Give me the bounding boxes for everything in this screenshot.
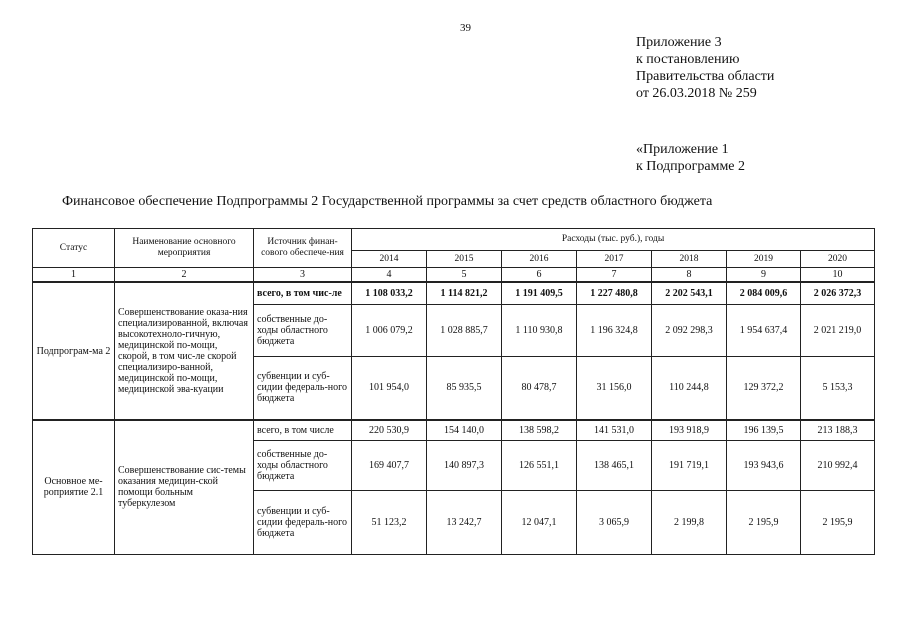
header-source: Источник финан-сового обеспече-ния: [254, 229, 352, 268]
value-cell: 2 195,9: [801, 490, 875, 554]
value-cell: 110 244,8: [652, 356, 727, 420]
value-cell: 2 199,8: [652, 490, 727, 554]
value-cell: 129 372,2: [727, 356, 801, 420]
appendix-line: от 26.03.2018 № 259: [636, 86, 757, 101]
value-cell: 80 478,7: [502, 356, 577, 420]
value-cell: 2 202 543,1: [652, 282, 727, 304]
value-cell: 101 954,0: [352, 356, 427, 420]
index-cell: 5: [427, 268, 502, 283]
header-year: 2019: [727, 251, 801, 268]
source-cell: всего, в том чис-ле: [254, 282, 352, 304]
index-row: [33, 268, 875, 283]
appendix-header: [636, 34, 774, 102]
header-year: 2015: [427, 251, 502, 268]
value-cell: 196 139,5: [727, 420, 801, 440]
value-cell: 2 021 219,0: [801, 304, 875, 356]
value-cell: 191 719,1: [652, 440, 727, 490]
header-name: Наименование основного мероприятия: [115, 229, 254, 268]
value-cell: 1 196 324,8: [577, 304, 652, 356]
header-expenses: Расходы (тыс. руб.), годы: [352, 229, 875, 251]
appendix-line: к постановлению: [636, 52, 740, 67]
header-year: 2018: [652, 251, 727, 268]
value-cell: 1 227 480,8: [577, 282, 652, 304]
value-cell: 210 992,4: [801, 440, 875, 490]
status-cell: Основное ме-роприятие 2.1: [33, 420, 115, 554]
value-cell: 169 407,7: [352, 440, 427, 490]
value-cell: 31 156,0: [577, 356, 652, 420]
value-cell: 2 195,9: [727, 490, 801, 554]
appendix-line: «Приложение 1: [636, 142, 729, 157]
index-cell: 8: [652, 268, 727, 283]
value-cell: 1 114 821,2: [427, 282, 502, 304]
table-row: [33, 282, 875, 304]
header-year: 2017: [577, 251, 652, 268]
index-cell: 10: [801, 268, 875, 283]
value-cell: 5 153,3: [801, 356, 875, 420]
value-cell: 140 897,3: [427, 440, 502, 490]
source-cell: субвенции и суб-сидии федераль-ного бюджета: [254, 356, 352, 420]
value-cell: 220 530,9: [352, 420, 427, 440]
value-cell: 126 551,1: [502, 440, 577, 490]
source-cell: субвенции и суб-сидии федераль-ного бюджета: [254, 490, 352, 554]
value-cell: 193 918,9: [652, 420, 727, 440]
value-cell: 1 110 930,8: [502, 304, 577, 356]
value-cell: 3 065,9: [577, 490, 652, 554]
header-year: 2014: [352, 251, 427, 268]
index-cell: 9: [727, 268, 801, 283]
value-cell: 141 531,0: [577, 420, 652, 440]
appendix-line: к Подпрограмме 2: [636, 159, 746, 174]
event-name-cell: Совершенствование сис-темы оказания медицин-ской помощи больным туберкулезом: [115, 420, 254, 554]
sub-appendix-header: [636, 141, 745, 175]
page-number: 39: [460, 22, 471, 34]
value-cell: 2 026 372,3: [801, 282, 875, 304]
value-cell: 213 188,3: [801, 420, 875, 440]
event-name-cell: Совершенствование оказа-ния специализированной, включая высокотехноло-гичную, медицинской по-мощи, скорой, в том чис-ле скорой специализиро-ванной, медицинской по-мощи, медицинской эва-куации: [115, 282, 254, 420]
value-cell: 138 465,1: [577, 440, 652, 490]
source-cell: собственные до-ходы областного бюджета: [254, 440, 352, 490]
document-title: Финансовое обеспечение Подпрограммы 2 Государственной программы за счет средств областного бюджета: [62, 194, 713, 209]
value-cell: 1 191 409,5: [502, 282, 577, 304]
value-cell: 2 084 009,6: [727, 282, 801, 304]
header-status: Статус: [33, 229, 115, 268]
value-cell: 1 108 033,2: [352, 282, 427, 304]
value-cell: 85 935,5: [427, 356, 502, 420]
index-cell: 4: [352, 268, 427, 283]
value-cell: 51 123,2: [352, 490, 427, 554]
appendix-line: Приложение 3: [636, 35, 722, 50]
value-cell: 12 047,1: [502, 490, 577, 554]
appendix-line: Правительства области: [636, 69, 775, 84]
index-cell: 6: [502, 268, 577, 283]
value-cell: 1 954 637,4: [727, 304, 801, 356]
value-cell: 138 598,2: [502, 420, 577, 440]
header-year: 2020: [801, 251, 875, 268]
value-cell: 193 943,6: [727, 440, 801, 490]
status-cell: Подпрограм-ма 2: [33, 282, 115, 420]
value-cell: 2 092 298,3: [652, 304, 727, 356]
index-cell: 1: [33, 268, 115, 283]
financing-table: [32, 228, 875, 555]
value-cell: 1 028 885,7: [427, 304, 502, 356]
value-cell: 13 242,7: [427, 490, 502, 554]
index-cell: 2: [115, 268, 254, 283]
source-cell: всего, в том числе: [254, 420, 352, 440]
source-cell: собственные до-ходы областного бюджета: [254, 304, 352, 356]
index-cell: 7: [577, 268, 652, 283]
index-cell: 3: [254, 268, 352, 283]
header-year: 2016: [502, 251, 577, 268]
value-cell: 1 006 079,2: [352, 304, 427, 356]
table-row: [33, 420, 875, 440]
value-cell: 154 140,0: [427, 420, 502, 440]
